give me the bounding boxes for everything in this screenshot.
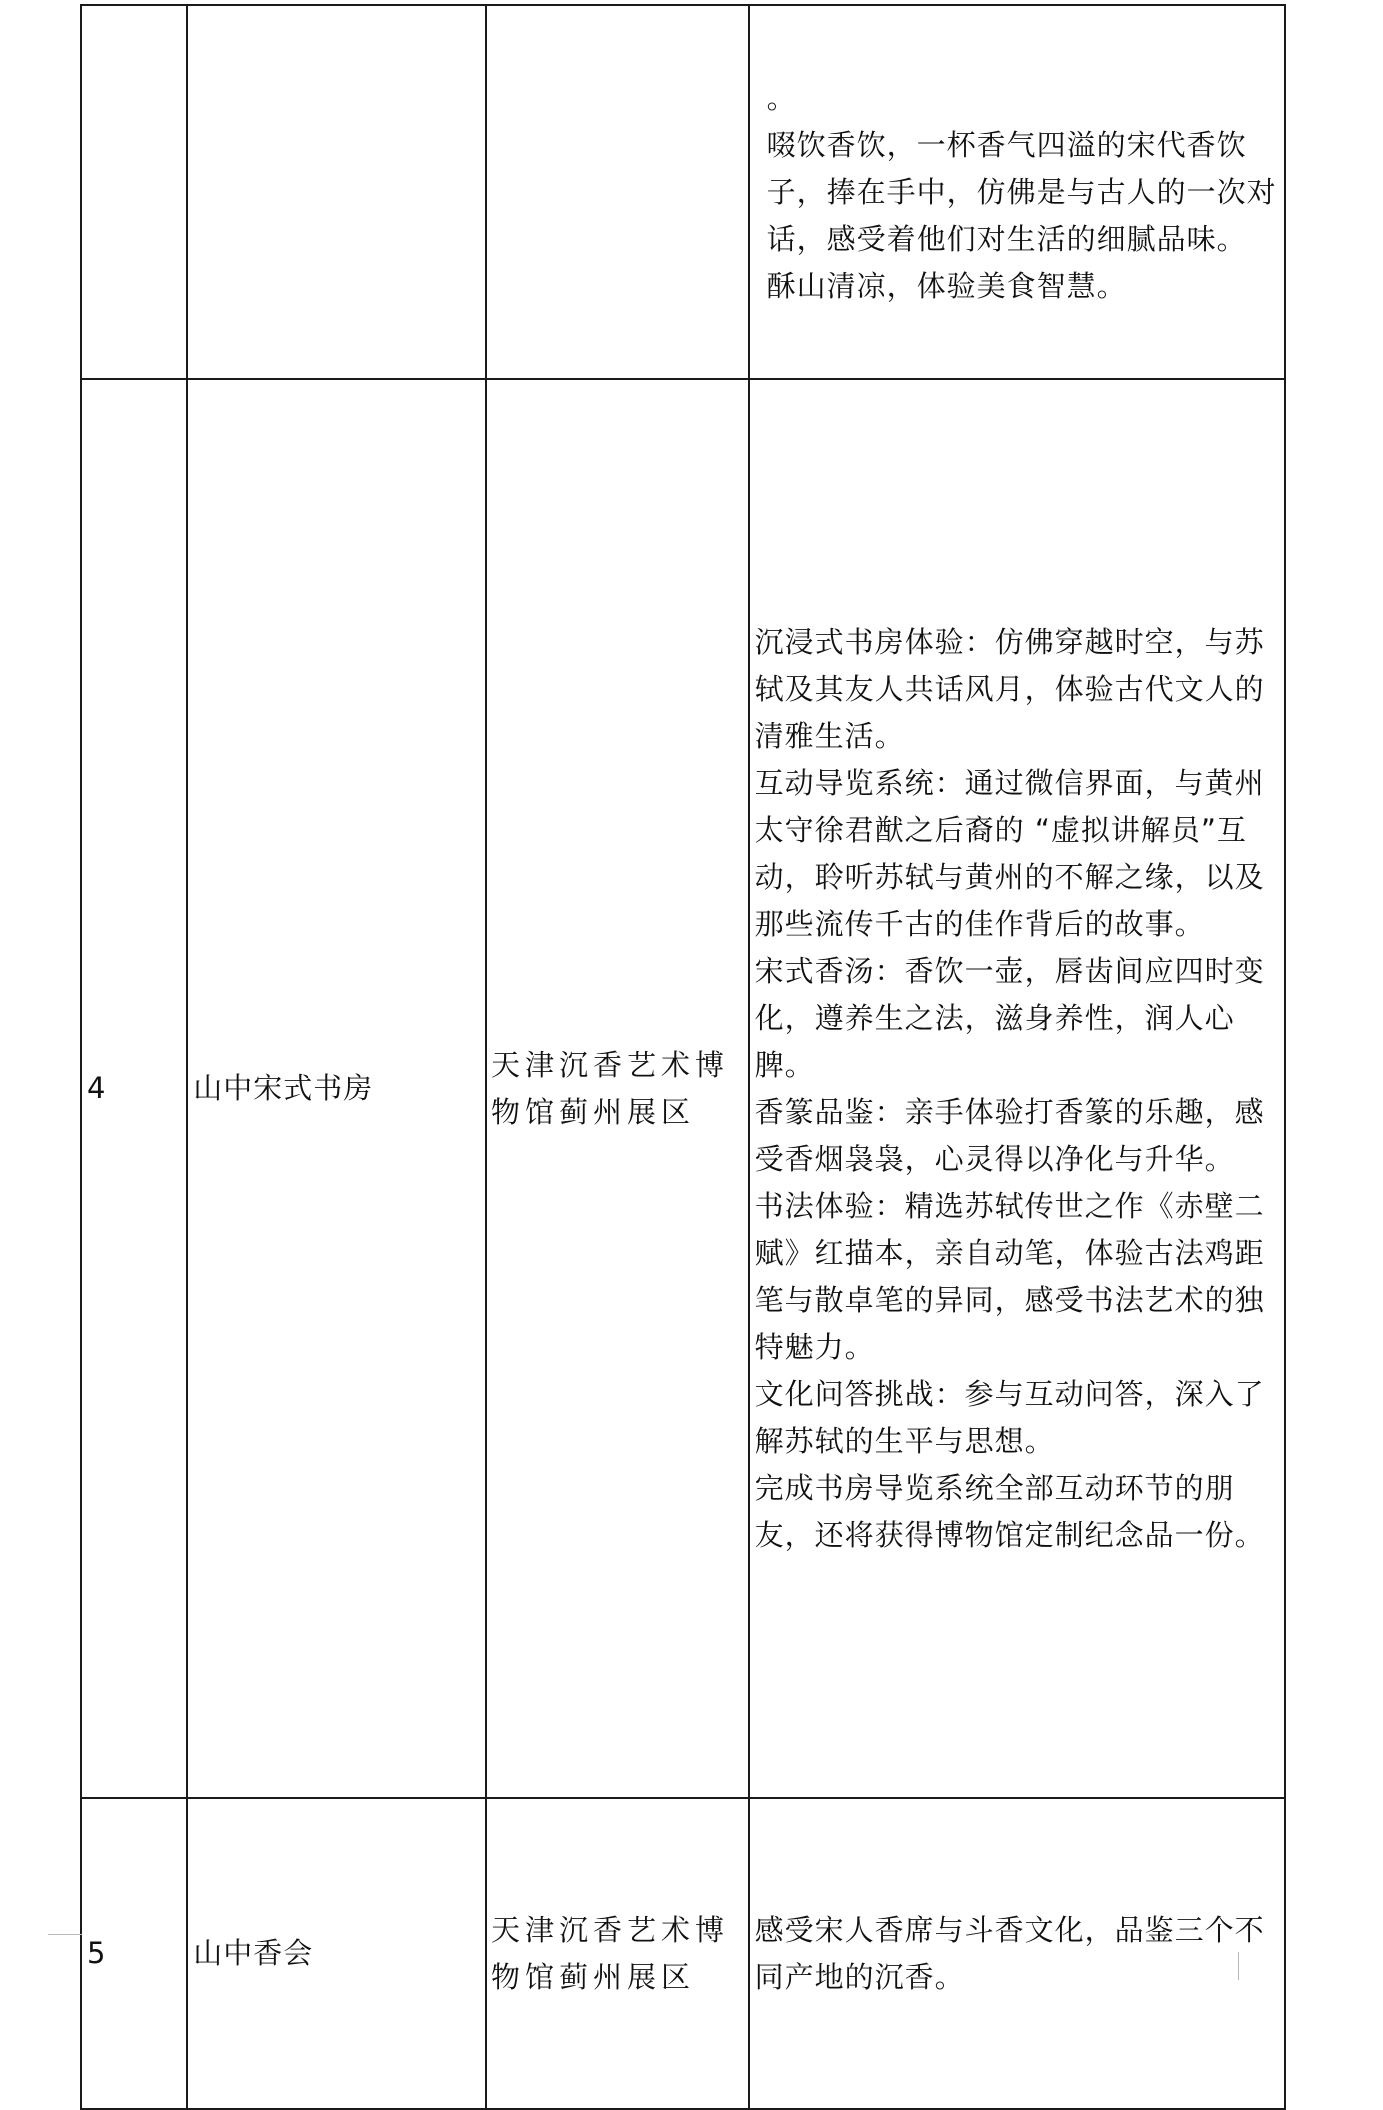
activity-name-cell: 山中香会 <box>187 1798 486 2109</box>
description-paragraph: 酥山清凉，体验美食智慧。 <box>766 268 1127 303</box>
location-cell: 天津沉香艺术博物馆蓟州展区 <box>486 379 749 1798</box>
table-row <box>81 5 1285 379</box>
activity-name-cell <box>187 5 486 379</box>
activity-name-cell: 山中宋式书房 <box>187 379 486 1798</box>
description-paragraph: 。 <box>766 80 797 115</box>
description-paragraph: 互动导览系统：通过微信界面，与黄州太守徐君猷之后裔的 “虚拟讲解员”互动，聆听苏轼与黄州的不解之缘，以及那些流传千古的佳作背后的故事。 <box>754 765 1265 941</box>
crop-mark-left <box>48 1934 82 1935</box>
description-cell <box>749 5 1285 379</box>
crop-mark-right <box>1238 1952 1239 1980</box>
table-row <box>81 379 1285 1798</box>
description-paragraph: 文化问答挑战：参与互动问答，深入了解苏轼的生平与思想。 <box>754 1376 1265 1458</box>
description-paragraph: 感受宋人香席与斗香文化，品鉴三个不同产地的沉香。 <box>754 1912 1265 1994</box>
location-cell <box>486 5 749 379</box>
row-number-cell: 5 <box>81 1798 187 2109</box>
description-paragraph: 书法体验：精选苏轼传世之作《赤壁二赋》红描本，亲自动笔，体验古法鸡距笔与散卓笔的异同，感受书法艺术的独特魅力。 <box>754 1188 1265 1364</box>
row-number-cell <box>81 5 187 379</box>
description-cell <box>749 1798 1285 2109</box>
description-paragraph: 完成书房导览系统全部互动环节的朋友，还将获得博物馆定制纪念品一份。 <box>754 1470 1265 1552</box>
location-cell: 天津沉香艺术博物馆蓟州展区 <box>486 1798 749 2109</box>
description-paragraph: 沉浸式书房体验：仿佛穿越时空，与苏轼及其友人共话风月，体验古代文人的清雅生活。 <box>754 624 1265 753</box>
activity-table <box>80 4 1286 2110</box>
description-paragraph: 香篆品鉴：亲手体验打香篆的乐趣，感受香烟袅袅，心灵得以净化与升华。 <box>754 1094 1265 1176</box>
row-number-cell: 4 <box>81 379 187 1798</box>
description-cell <box>749 379 1285 1798</box>
table-row <box>81 1798 1285 2109</box>
description-paragraph: 宋式香汤：香饮一壶，唇齿间应四时变化，遵养生之法，滋身养性，润人心脾。 <box>754 953 1265 1082</box>
description-paragraph: 啜饮香饮，一杯香气四溢的宋代香饮子，捧在手中，仿佛是与古人的一次对话，感受着他们对生活的细腻品味。 <box>766 127 1277 256</box>
